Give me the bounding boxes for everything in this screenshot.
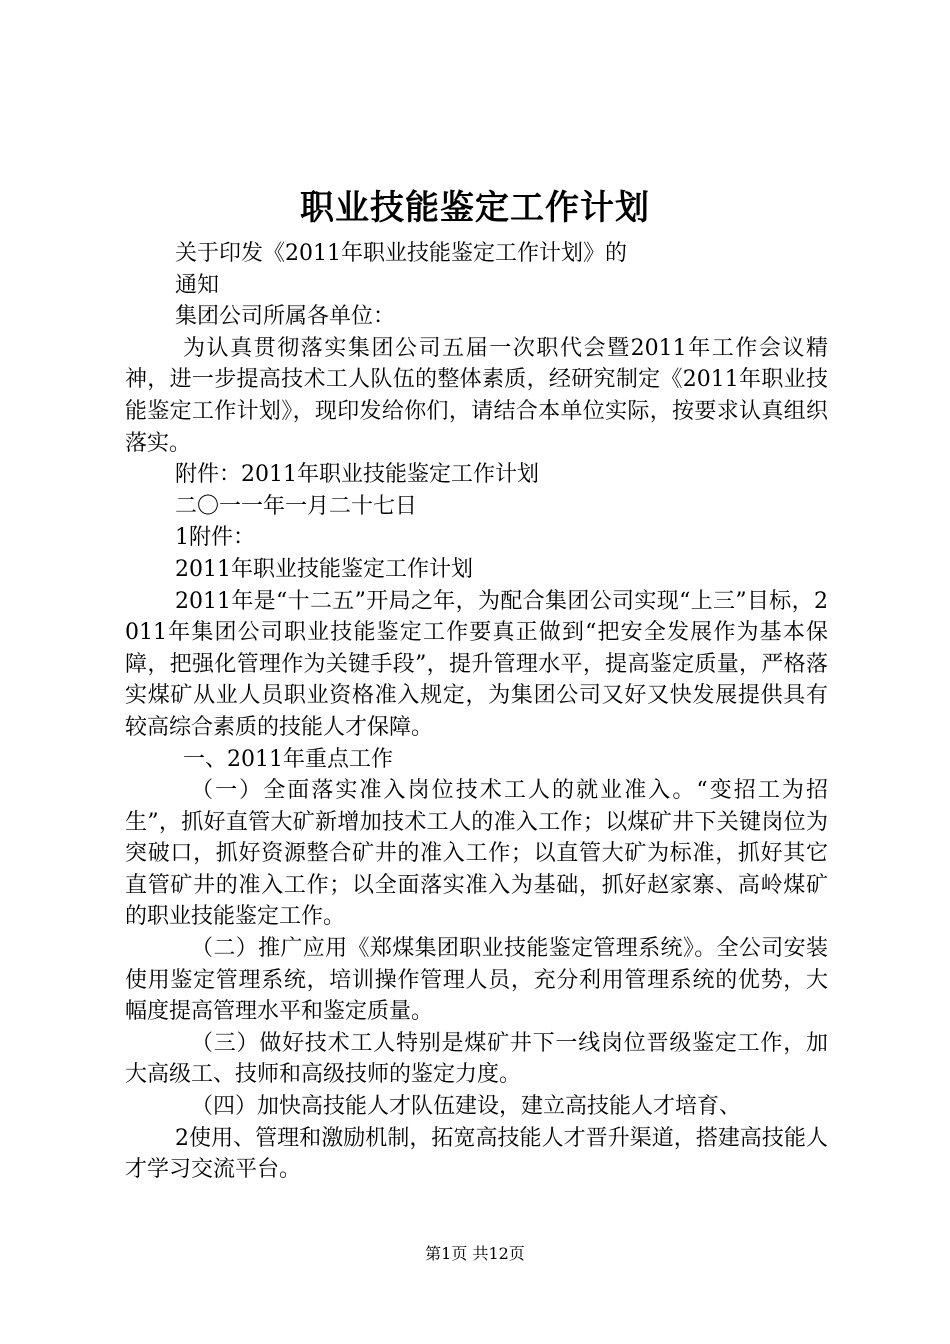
section-heading: 一、2011年重点工作	[183, 746, 393, 772]
item-2-paragraph: （二）推广应用《郑煤集团职业技能鉴定管理系统》。全公司安装使用鉴定管理系统，培训操作管理人员，充分利用管理系统的优势，大幅度提高管理水平和鉴定质量。	[125, 936, 828, 1025]
plan-subtitle: 2011年职业技能鉴定工作计划	[175, 556, 473, 582]
document-body	[125, 238, 828, 1186]
item-1-paragraph: （一）全面落实准入岗位技术工人的就业准入。“变招工为招生”，抓好直管大矿新增加技术工人的准入工作；以煤矿井下关键岗位为突破口，抓好资源整合矿井的准入工作；以直管大矿为标准，抓好其它直管矿井的准入工作；以全面落实准入为基础，抓好赵家寨、高岭煤矿的职业技能鉴定工作。	[125, 778, 828, 930]
notice-heading-line-2: 通知	[175, 272, 220, 298]
item-4-continuation: 2使用、管理和激励机制，拓宽高技能人才晋升渠道，搭建高技能人才学习交流平台。	[125, 1125, 828, 1183]
attachment-line: 附件：2011年职业技能鉴定工作计划	[175, 462, 539, 488]
page-footer: 第1页 共12页	[425, 1244, 525, 1263]
notice-heading-line-1: 关于印发《2011年职业技能鉴定工作计划》的	[175, 241, 627, 266]
attachment-label: 1附件：	[175, 525, 255, 551]
item-3-paragraph: （三）做好技术工人特别是煤矿井下一线岗位晋级鉴定工作，加大高级工、技师和高级技师的鉴定力度。	[125, 1030, 828, 1088]
notice-paragraph: 为认真贯彻落实集团公司五届一次职代会暨2011年工作会议精神，进一步提高技术工人队伍的整体素质，经研究制定《2011年职业技能鉴定工作计划》，现印发给你们，请结合本单位实际，按要求认真组织落实。	[125, 335, 828, 456]
intro-paragraph: 2011年是“十二五”开局之年，为配合集团公司实现“上三”目标，2011年集团公司职业技能鉴定工作要真正做到“把安全发展作为基本保障，把强化管理作为关键手段”，提升管理水平，提高鉴定质量，严格落实煤矿从业人员职业资格准入规定，为集团公司又好又快发展提供具有较高综合素质的技能人才保障。	[125, 588, 828, 740]
document-title: 职业技能鉴定工作计划	[300, 188, 650, 228]
recipient-line: 集团公司所属各单位：	[175, 304, 396, 330]
item-4-paragraph: （四）加快高技能人才队伍建设，建立高技能人才培育、	[191, 1094, 742, 1120]
date-line: 二〇一一年一月二十七日	[175, 493, 418, 519]
